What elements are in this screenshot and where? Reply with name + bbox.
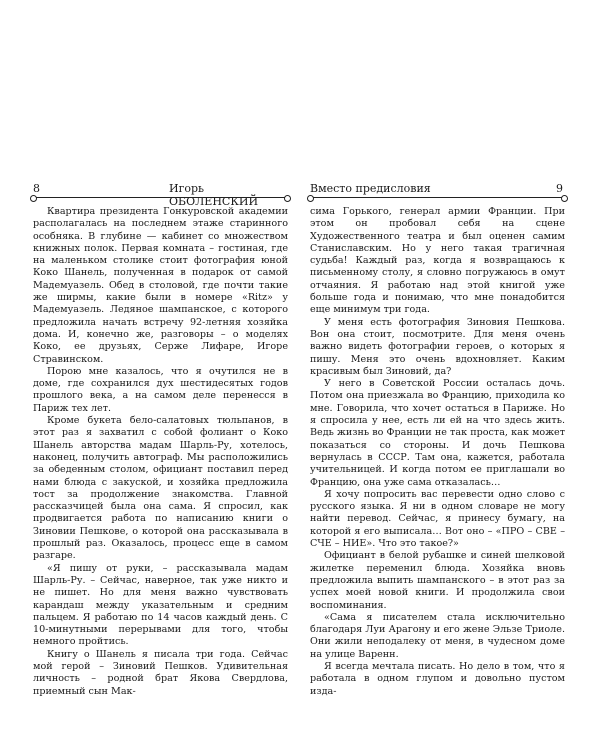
left-running-head [33,182,288,208]
right-paragraph-3: У него в Советской России осталась дочь. Потом она приезжала во Францию, приходила ко мне. Говорила, что хочет остаться в Париже. Но я спросила у нее, есть ли ей на что здесь жить. Ведь жизнь во Франции не так проста, как может показаться со стороны. И дочь Пешкова вернулась в СССР. Там она, кажется, работала учительницей. И когда потом ее приглашали во Францию, она уже сама отказалась… [310,378,565,488]
right-paragraph-4: Я хочу попросить вас перевести одно слово с русского языка. Я ни в одном словаре не могу найти перевод. Сейчас, я принесу бумагу, на которой я его выписала… Вот оно – «ПРО – СВЕ – СЧЕ – НИЕ». Что это такое?» [310,488,565,550]
left-header-rule [33,197,288,198]
right-page-number: 9 [556,182,563,195]
right-paragraph-1: сима Горького, генерал армии Франции. При этом он пробовал себя на сцене Художественного театра и был оценен самим Станиславским. Но у него такая трагичная судьба! Каждый раз, когда я возвращаюсь к письменному столу, я словно погружаюсь в омут отчаяния. Я работаю над этой книгой уже больше года и понимаю, что мне понадобится еще минимум три года. [310,206,565,316]
right-paragraph-5: Официант в белой рубашке и синей шелковой жилетке переменил блюда. Хозяйка вновь предложила выпить шампанского – в этот раз за успех моей новой книги. И продолжила свои воспоминания. [310,550,565,611]
right-paragraph-7: Я всегда мечтала писать. Но дело в том, что я работала в одном глупом и довольно пустом изда- [310,660,565,697]
right-paragraph-6: «Сама я писателем стала исключительно благодаря Луи Арагону и его жене Эльзе Триоле. Они жили неподалеку от меня, в чудесном доме на улице Варенн. [310,611,565,660]
right-page-text [310,206,565,698]
right-header-title: Вместо предисловия [310,182,431,195]
left-paragraph-4: «Я пишу от руки, – рассказывала мадам Шарль-Ру. – Сейчас, наверное, так уже никто и не пишет. Но для меня важно чувствовать карандаш между указательным и средним пальцем. Я работаю по 14 часов каждый день. С 10-минутными перерывами для того, чтобы немного пройтись. [33,562,288,648]
left-page-number: 8 [33,182,40,195]
right-rule-ornament-start [307,195,314,202]
left-paragraph-5: Книгу о Шанель я писала три года. Сейчас мой герой – Зиновий Пешков. Удивительная личность – родной брат Якова Свердлова, приемный сын Мак- [33,648,288,697]
right-header-rule [310,197,565,198]
left-page-text [33,206,288,698]
left-paragraph-1: Квартира президента Гонкуровской академии располагалась на последнем этаже старинного особняка. В глубине — кабинет со множеством книжных полок. Первая комната – гостиная, где на маленьком столике стоит фотография юной Коко Шанель, полученная в подарок от самой Мадемуазель. Обед в столовой, где почти такие же ширмы, какие были в номере «Ritz» у Мадемуазель. Ледяное шампанское, с которого предложила начать встречу 92-летняя хозяйка дома. И, конечно же, разговоры – о моделях Коко, ее друзьях, Серже Лифаре, Игоре Стравинском. [33,206,288,365]
right-running-head [310,182,565,199]
left-rule-ornament-start [30,195,37,202]
left-rule-ornament-end [284,195,291,202]
right-rule-ornament-end [561,195,568,202]
right-page [310,182,565,698]
left-header-title: Игорь ОБОЛЕНСКИЙ [169,182,259,208]
left-page [33,182,288,698]
right-paragraph-2: У меня есть фотография Зиновия Пешкова. Вон она стоит, посмотрите. Для меня очень важно видеть фотографии героев, о которых я пишу. Меня это очень вдохновляет. Каким красивым был Зиновий, да? [310,316,565,377]
left-paragraph-2: Порою мне казалось, что я очутился не в доме, где сохранился дух шестидесятых годов прошлого века, а на самом деле перенесся в Париж тех лет. [33,365,288,414]
left-paragraph-3: Кроме букета бело-салатовых тюльпанов, в этот раз я захватил с собой фолиант о Коко Шанель авторства мадам Шарль-Ру, хотелось, наконец, получить автограф. Мы расположились за обеденным столом, официант поставил перед нами блюда с закуской, и хозяйка предложила тост за продолжение знакомства. Главной рассказчицей была она сама. Я спросил, как продвигается работа по написанию книги о Зиновии Пешкове, о которой она рассказывала в прошлый раз. Оказалось, процесс еще в самом разгаре. [33,415,288,562]
